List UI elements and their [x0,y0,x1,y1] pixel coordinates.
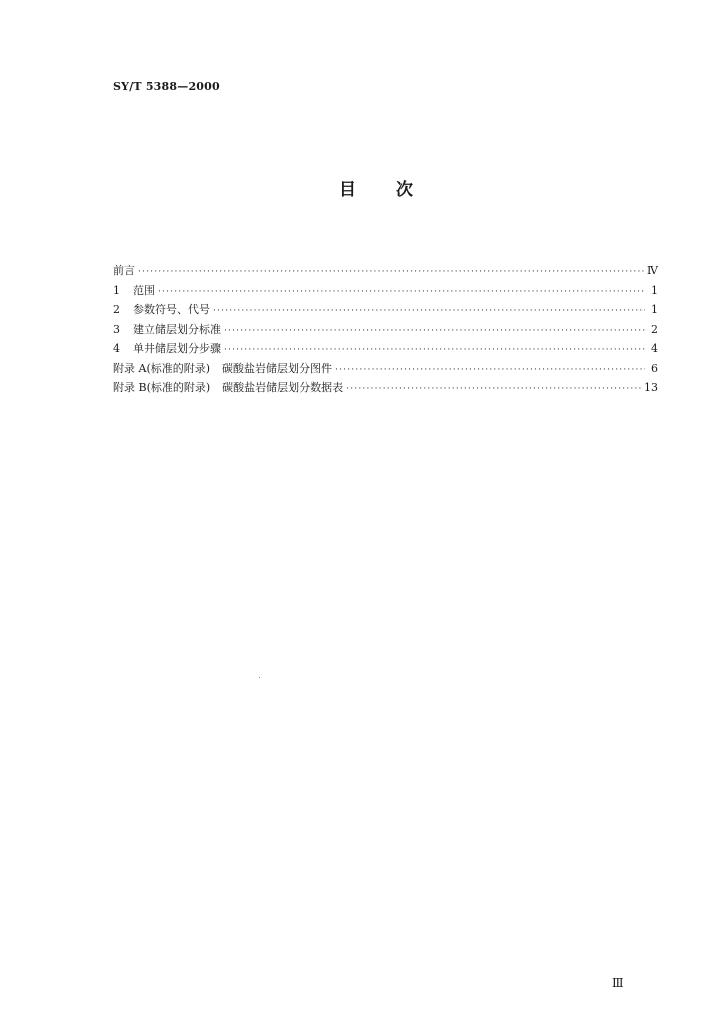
toc-entry-subtitle: 碳酸盐岩储层划分图件 [222,361,333,375]
toc-dot-leader [138,263,644,283]
toc-entry-appendix-a[interactable] [113,359,658,379]
toc-entry-label: 附录 A(标准的附录) [113,361,211,375]
toc-entry-number: 1 [113,283,120,297]
toc-entry-label: 前言 [113,264,135,277]
toc-entry-label: 范围 [133,283,155,297]
page-title-char-2: 次 [396,180,413,200]
toc-entry-label: 参数符号、代号 [133,303,210,316]
toc-entry-foreword[interactable] [113,261,658,281]
toc-entry-page: 4 [651,342,658,355]
page-title-char-1: 目 [339,180,356,200]
page-title [0,175,724,200]
page-number: Ⅲ [612,976,624,990]
toc-entry-number: 3 [113,322,120,336]
table-of-contents [113,261,658,398]
toc-entry-classification-standard[interactable] [113,320,658,340]
toc-entry-label: 单井储层划分步骤 [133,342,221,355]
toc-dot-leader [224,322,645,342]
standard-code: SY/T 5388—2000 [113,80,220,93]
toc-entry-subtitle: 碳酸盐岩储层划分数据表 [222,381,344,394]
toc-entry-page: 13 [644,381,658,394]
scan-speck [259,677,260,678]
toc-dot-leader [158,283,645,303]
toc-dot-leader [213,302,645,322]
toc-entry-page: 1 [651,303,658,316]
toc-entry-symbols[interactable] [113,300,658,320]
toc-dot-leader [335,361,645,381]
toc-entry-label: 附录 B(标准的附录) [113,381,211,394]
toc-entry-appendix-b[interactable] [113,378,658,398]
toc-entry-page: 2 [651,322,658,336]
toc-entry-number: 4 [113,342,120,355]
toc-entry-scope[interactable] [113,281,658,301]
toc-entry-number: 2 [113,303,120,316]
toc-entry-label: 建立储层划分标准 [133,322,221,336]
toc-entry-page: 1 [651,283,658,297]
toc-dot-leader [346,380,641,400]
toc-entry-page: Ⅳ [647,264,658,277]
toc-entry-page: 6 [651,361,658,375]
toc-entry-single-well-steps[interactable] [113,339,658,359]
